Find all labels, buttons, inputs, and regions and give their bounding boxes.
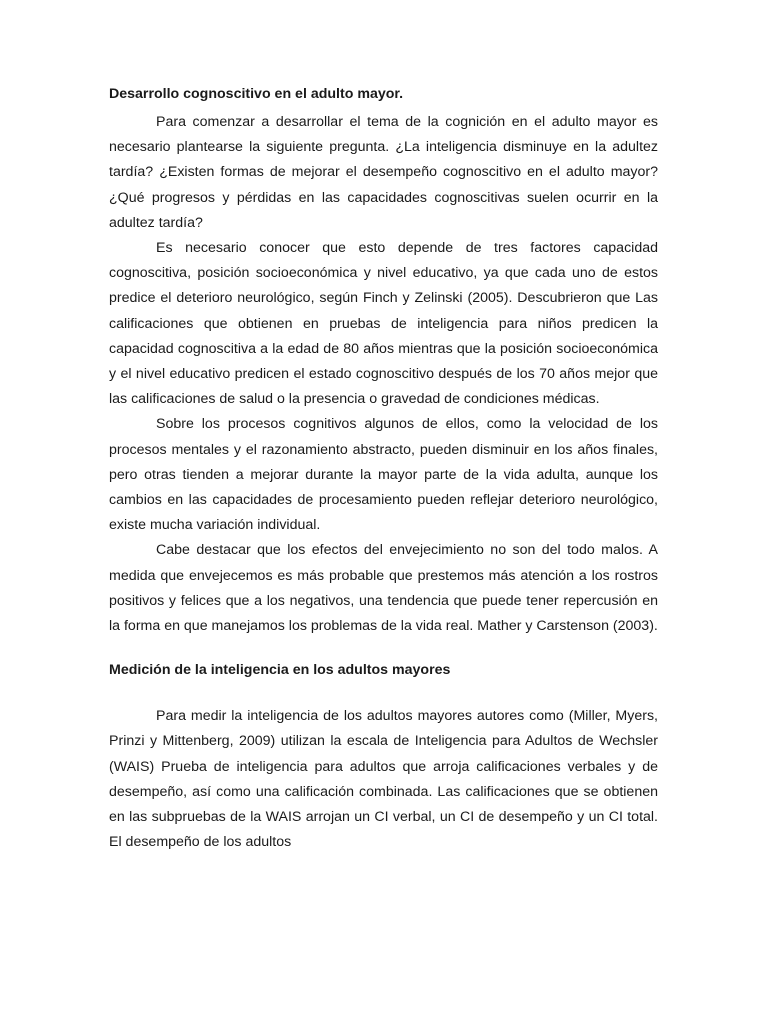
paragraph-aging-effects: Cabe destacar que los efectos del envejecimiento no son del todo malos. A medida que envejecemos es más probable que prestemos más atención a los rostros positivos y felices que a los negativos, una tendencia que puede tener repercusión en la forma en que manejamos los problemas de la vida real. Mather y Carstenson (2003). (109, 542, 658, 635)
document-page (109, 84, 658, 855)
section-spacer (109, 680, 658, 704)
paragraph-cognitive-processes: Sobre los procesos cognitivos algunos de ellos, como la velocidad de los procesos mentales y el razonamiento abstracto, pueden disminuir en los años finales, pero otras tienden a mejorar durante la mayor parte de la vida adulta, aunque los cambios en las capacidades de procesamiento pueden reflejar deterioro neurológico, existe mucha variación individual. (109, 416, 658, 534)
paragraph-wais: Para medir la inteligencia de los adultos mayores autores como (Miller, Myers, Prinzi y Mittenberg, 2009) utilizan la escala de Inteligencia para Adultos de Wechsler (WAIS) Prueba de inteligencia para adultos que arroja calificaciones verbales y de desempeño, así como una calificación combinada. Las calificaciones que se obtienen en las subpruebas de la WAIS arrojan un CI verbal, un CI de desempeño y un CI total. El desempeño de los adultos (109, 708, 658, 851)
section-heading-cognitive-development: Desarrollo cognoscitivo en el adulto mayor. (109, 86, 404, 102)
section-spacer (109, 639, 658, 660)
section-heading-intelligence-measurement: Medición de la inteligencia en los adultos mayores (109, 662, 451, 679)
paragraph-factors: Es necesario conocer que esto depende de tres factores capacidad cognoscitiva, posición socioeconómica y nivel educativo, ya que cada uno de estos predice el deterioro neurológico, según Finch y Zelinski (2005). Descubrieron que Las calificaciones que obtienen en pruebas de inteligencia para niños predicen la capacidad cognoscitiva a la edad de 80 años mientras que la posición socioeconómica y el nivel educativo predicen el estado cognoscitivo después de los 70 años mejor que las calificaciones de salud o la presencia o gravedad de condiciones médicas. (109, 240, 658, 408)
paragraph-intro: Para comenzar a desarrollar el tema de la cognición en el adulto mayor es necesario plantearse la siguiente pregunta. ¿La inteligencia disminuye en la adultez tardía? ¿Existen formas de mejorar el desempeño cognoscitivo en el adulto mayor? ¿Qué progresos y pérdidas en las capacidades cognoscitivas suelen ocurrir en la adultez tardía? (109, 114, 658, 231)
